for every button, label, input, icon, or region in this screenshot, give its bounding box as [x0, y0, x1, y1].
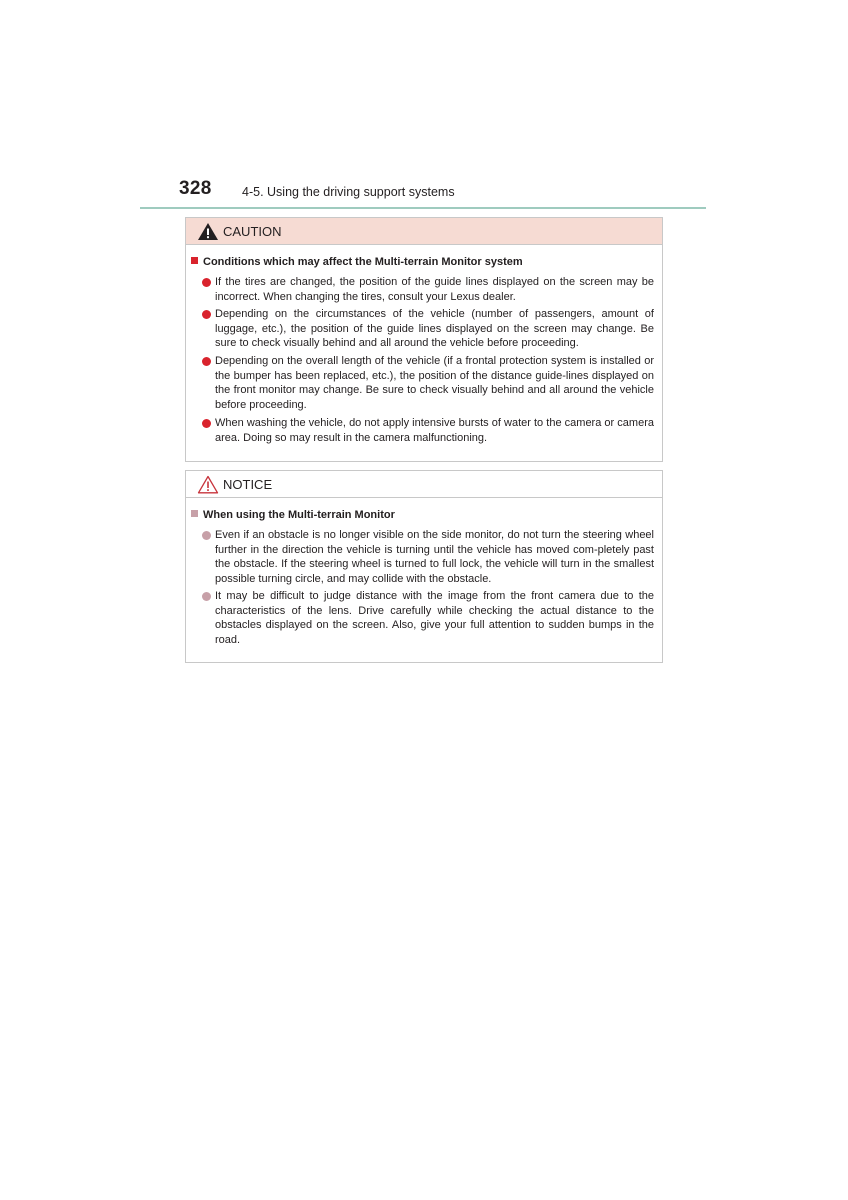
list-item-text: If the tires are changed, the position of the guide lines displayed on the screen may be incorrect. When changing the tires, consult your Lexus dealer.	[215, 276, 654, 303]
header-rule	[140, 207, 706, 209]
list-item-text: When washing the vehicle, do not apply intensive bursts of water to the camera or camera area. Doing so may result in the camera malfunctioning.	[215, 417, 654, 444]
list-item	[202, 589, 654, 647]
list-item	[202, 528, 654, 586]
page-number: 328	[179, 178, 212, 199]
round-bullet-icon	[202, 310, 211, 319]
notice-subheading: When using the Multi-terrain Monitor	[191, 509, 395, 521]
list-item-text: It may be difficult to judge distance with the image from the front camera due to the characteristics of the lens. Drive carefully while checking the actual distance to the obstacles displayed on the screen. Also, give your full attention to sudden bumps in the road.	[215, 590, 654, 646]
round-bullet-icon	[202, 357, 211, 366]
round-bullet-icon	[202, 419, 211, 428]
round-bullet-icon	[202, 592, 211, 601]
notice-label: NOTICE	[223, 477, 273, 492]
warning-triangle-outline-icon	[197, 475, 219, 494]
caution-label: CAUTION	[223, 224, 282, 239]
list-item	[202, 275, 654, 304]
round-bullet-icon	[202, 278, 211, 287]
list-item-text: Depending on the overall length of the vehicle (if a frontal protection system is installed or the bumper has been replaced, etc.), the position of the distance guide-lines displayed on the front monitor may change. Be sure to check visually behind and all around the vehicle before proceeding.	[215, 355, 654, 411]
warning-triangle-filled-icon	[197, 222, 219, 241]
list-item-text: Even if an obstacle is no longer visible on the side monitor, do not turn the steering wheel further in the direction the vehicle is turning until the vehicle has moved com-pletely past the obstacle. If the steering wheel is turned to full lock, the vehicle will turn in the smallest possible turning circle, and may collide with the obstacle.	[215, 529, 654, 585]
list-item	[202, 354, 654, 412]
square-bullet-icon	[191, 510, 198, 517]
square-bullet-icon	[191, 257, 198, 264]
list-item-text: Depending on the circumstances of the vehicle (number of passengers, amount of luggage, etc.), the position of the guide lines displayed on the screen may change. Be sure to check visually behind and all around the vehicle before proceeding.	[215, 308, 654, 349]
caution-box	[185, 217, 663, 462]
list-item	[202, 307, 654, 351]
notice-header	[186, 471, 662, 498]
notice-box	[185, 470, 663, 663]
caution-header	[186, 218, 662, 245]
list-item	[202, 416, 654, 445]
round-bullet-icon	[202, 531, 211, 540]
section-title: 4-5. Using the driving support systems	[242, 185, 455, 199]
page-header	[140, 178, 706, 210]
caution-subheading: Conditions which may affect the Multi-terrain Monitor system	[191, 256, 523, 268]
